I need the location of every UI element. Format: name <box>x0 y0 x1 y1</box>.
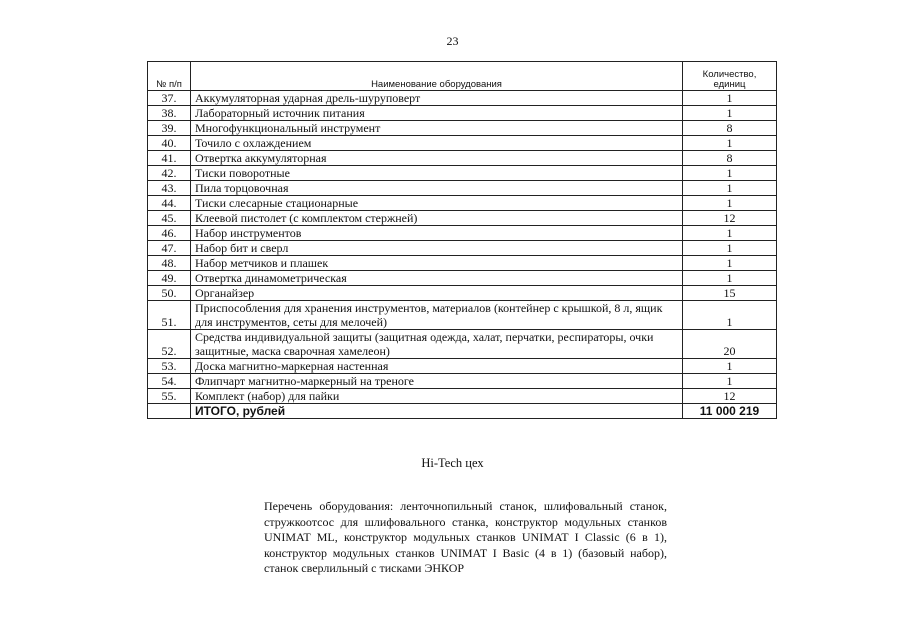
cell-qty: 1 <box>683 241 777 256</box>
cell-num: 43. <box>148 181 191 196</box>
cell-qty: 8 <box>683 121 777 136</box>
cell-qty: 1 <box>683 359 777 374</box>
cell-qty: 15 <box>683 286 777 301</box>
table-header-row <box>148 62 777 91</box>
cell-qty: 1 <box>683 106 777 121</box>
cell-qty: 12 <box>683 211 777 226</box>
cell-num: 51. <box>148 301 191 330</box>
cell-num: 54. <box>148 374 191 389</box>
cell-name: Тиски слесарные стационарные <box>191 196 683 211</box>
table-row <box>148 151 777 166</box>
table-row <box>148 226 777 241</box>
table-row <box>148 121 777 136</box>
cell-num: 48. <box>148 256 191 271</box>
section-title: Hi-Tech цех <box>421 456 484 470</box>
cell-num: 37. <box>148 91 191 106</box>
cell-num: 41. <box>148 151 191 166</box>
cell-qty: 1 <box>683 91 777 106</box>
cell-num: 55. <box>148 389 191 404</box>
cell-name: Приспособления для хранения инструментов, материалов (контейнер с крышкой, 8 л, ящик для инструментов, сеты для мелочей) <box>191 301 683 330</box>
cell-name: Аккумуляторная ударная дрель-шуруповерт <box>191 91 683 106</box>
cell-num: 53. <box>148 359 191 374</box>
cell-name: Отвертка динамометрическая <box>191 271 683 286</box>
cell-num: 52. <box>148 330 191 359</box>
header-num: № п/п <box>148 62 191 91</box>
cell-num: 40. <box>148 136 191 151</box>
cell-name: Лабораторный источник питания <box>191 106 683 121</box>
cell-num: 47. <box>148 241 191 256</box>
cell-qty: 1 <box>683 301 777 330</box>
cell-name: Средства индивидуальной защиты (защитная одежда, халат, перчатки, респираторы, очки защитные, маска сварочная хамелеон) <box>191 330 683 359</box>
table-row <box>148 166 777 181</box>
cell-num <box>148 404 191 419</box>
cell-name: Клеевой пистолет (с комплектом стержней) <box>191 211 683 226</box>
cell-qty: 1 <box>683 136 777 151</box>
total-value: 11 000 219 <box>683 404 777 419</box>
cell-num: 44. <box>148 196 191 211</box>
table-row <box>148 196 777 211</box>
cell-qty: 1 <box>683 166 777 181</box>
cell-name: Многофункциональный инструмент <box>191 121 683 136</box>
table-row <box>148 91 777 106</box>
table-row <box>148 211 777 226</box>
table-row <box>148 374 777 389</box>
page-number: 23 <box>446 34 459 48</box>
table-row <box>148 181 777 196</box>
cell-num: 46. <box>148 226 191 241</box>
table-row <box>148 359 777 374</box>
header-name: Наименование оборудования <box>191 62 683 91</box>
cell-num: 45. <box>148 211 191 226</box>
table-row <box>148 389 777 404</box>
cell-name: Комплект (набор) для пайки <box>191 389 683 404</box>
cell-num: 49. <box>148 271 191 286</box>
cell-num: 39. <box>148 121 191 136</box>
cell-qty: 12 <box>683 389 777 404</box>
table-row <box>148 286 777 301</box>
cell-qty: 20 <box>683 330 777 359</box>
cell-name: Набор метчиков и плашек <box>191 256 683 271</box>
table-row <box>148 136 777 151</box>
cell-name: Набор бит и сверл <box>191 241 683 256</box>
total-row <box>148 404 777 419</box>
cell-qty: 1 <box>683 374 777 389</box>
cell-qty: 1 <box>683 226 777 241</box>
table-body <box>148 91 777 419</box>
cell-qty: 1 <box>683 256 777 271</box>
cell-num: 38. <box>148 106 191 121</box>
equipment-table <box>147 61 777 419</box>
equipment-list-paragraph: Перечень оборудования: ленточнопильный станок, шлифовальный станок, стружкоотсос для шлифовального станка, конструктор модульных станков UNIMAT ML, конструктор модульных станков UNIMAT I Classic (6 в 1), конструктор модульных станков UNIMAT I Basic (4 в 1) (базовый набор), станок сверлильный с тисками ЭНКОР <box>264 499 667 575</box>
cell-name: Флипчарт магнитно-маркерный на треноге <box>191 374 683 389</box>
cell-name: Тиски поворотные <box>191 166 683 181</box>
table-row <box>148 271 777 286</box>
cell-qty: 8 <box>683 151 777 166</box>
cell-name: Пила торцовочная <box>191 181 683 196</box>
total-label: ИТОГО, рублей <box>191 404 683 419</box>
table-row <box>148 330 777 359</box>
table-row <box>148 241 777 256</box>
table-row <box>148 301 777 330</box>
cell-name: Набор инструментов <box>191 226 683 241</box>
cell-name: Отвертка аккумуляторная <box>191 151 683 166</box>
cell-num: 42. <box>148 166 191 181</box>
table-row <box>148 256 777 271</box>
cell-qty: 1 <box>683 271 777 286</box>
cell-name: Доска магнитно-маркерная настенная <box>191 359 683 374</box>
table-row <box>148 106 777 121</box>
header-qty: Количество, единиц <box>683 62 777 91</box>
cell-qty: 1 <box>683 196 777 211</box>
cell-num: 50. <box>148 286 191 301</box>
cell-name: Точило с охлаждением <box>191 136 683 151</box>
cell-name: Органайзер <box>191 286 683 301</box>
cell-qty: 1 <box>683 181 777 196</box>
